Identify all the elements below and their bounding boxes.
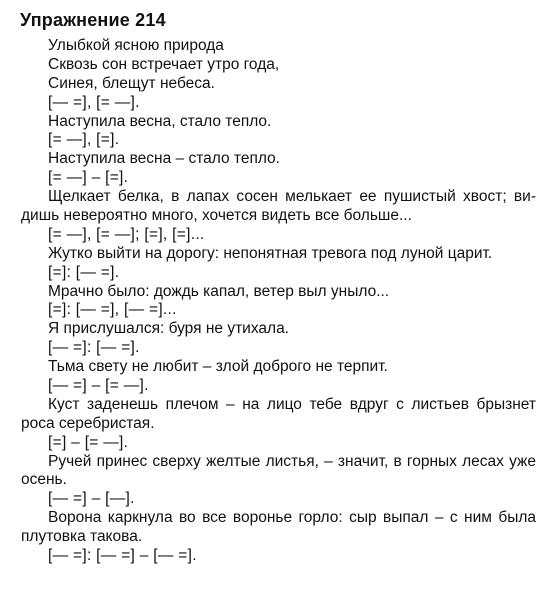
text-line: Синея, блещут небеса. (48, 74, 215, 92)
sentence-scheme: [= —], [=]. (48, 131, 120, 149)
text-line: роса серебристая. (21, 414, 155, 432)
sentence-scheme: [— =] – [= —]. (48, 377, 149, 395)
text-line: Я прислушался: буря не утихала. (48, 320, 289, 338)
text-line: Наступила весна, стало тепло. (48, 112, 272, 130)
text-line: Улыбкой ясною природа (48, 37, 224, 54)
text-line: Жутко выйти на дорогу: непонятная тревога под луной царит. (48, 244, 493, 262)
sentence-scheme: [— =] – [—]. (48, 490, 135, 508)
exercise-body (21, 37, 536, 566)
text-line: Ручей принес сверху желтые листья, – значит, в горных лесах уже (48, 452, 536, 470)
sentence-scheme: [=] – [= —]. (48, 433, 129, 451)
text-line: плутовка такова. (21, 528, 143, 546)
text-line: Ворона каркнула во все воронье горло: сыр выпал – с ним была (48, 509, 536, 527)
text-line: Сквозь сон встречает утро года, (48, 55, 280, 73)
sentence-scheme: [— =]: [— =] – [— =]. (48, 547, 197, 565)
sentence-scheme: [= —], [= —]; [=], [=]... (48, 225, 205, 243)
sentence-scheme: [— =]: [— =]. (48, 339, 140, 357)
text-line: Мрачно было: дождь капал, ветер выл уныло... (48, 282, 390, 300)
sentence-scheme: [— =], [= —]. (48, 93, 140, 111)
text-line: дишь невероятно много, хочется видеть все больше... (21, 207, 412, 225)
text-line: Куст заденешь плечом – на лицо тебе вдруг с листьев брызнет (48, 395, 536, 413)
text-line: осень. (21, 471, 67, 489)
text-line: Наступила весна – стало тепло. (48, 150, 280, 168)
exercise-title: Упражнение 214 (20, 10, 166, 30)
sentence-scheme: [=]: [— =]. (48, 263, 120, 281)
sentence-scheme: [=]: [— =], [— =]... (48, 301, 177, 319)
text-line: Тьма свету не любит – злой доброго не терпит. (48, 358, 388, 376)
sentence-scheme: [= —] – [=]. (48, 169, 129, 187)
text-line: Щелкает белка, в лапах сосен мелькает ее пушистый хвост; ви- (48, 188, 536, 206)
